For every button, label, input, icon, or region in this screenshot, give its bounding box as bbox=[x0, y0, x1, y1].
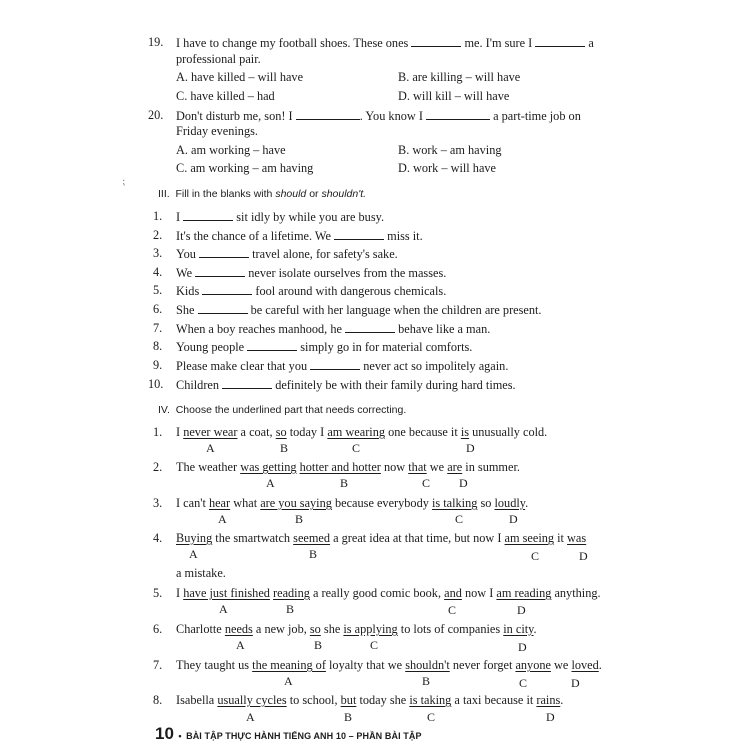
footer-bullet: • bbox=[178, 731, 182, 741]
option-b-underline: so bbox=[309, 622, 321, 636]
s4-q8-number: 8. bbox=[153, 693, 163, 707]
option-d-underline: are bbox=[447, 460, 463, 474]
s4-q3-number: 3. bbox=[153, 496, 163, 510]
blank bbox=[183, 209, 233, 221]
option-c-underline: am seeing bbox=[504, 531, 555, 545]
s3-item: It's the chance of a lifetime. We miss it. bbox=[176, 229, 423, 243]
s3-item: Young people simply go in for material comforts. bbox=[176, 340, 473, 354]
s3-item-number: 1. bbox=[153, 209, 163, 223]
s3-item-number: 8. bbox=[153, 339, 163, 353]
blank bbox=[222, 377, 272, 389]
option-c-underline: and bbox=[444, 586, 462, 600]
s3-item: Please make clear that you never act so impolitely again. bbox=[176, 359, 509, 373]
q20-option-a: A. am working – have bbox=[176, 143, 286, 157]
label-b: B bbox=[309, 547, 318, 561]
label-b: B bbox=[314, 638, 323, 652]
blank bbox=[535, 35, 585, 47]
option-c-underline: am wearing bbox=[327, 425, 386, 439]
q19-continuation: professional pair. bbox=[176, 52, 261, 66]
s4-q1-sentence: I never wear a coat, so today I am wearing one because it is unusually cold. bbox=[176, 425, 548, 439]
option-b-underline: but bbox=[340, 693, 357, 707]
option-c-underline: is taking bbox=[409, 693, 452, 707]
option-b-underline: so bbox=[275, 425, 287, 439]
s4-q5-number: 5. bbox=[153, 586, 163, 600]
label-a: A bbox=[284, 674, 293, 688]
blank bbox=[345, 321, 395, 333]
label-b: B bbox=[280, 441, 289, 455]
label-a: A bbox=[236, 638, 245, 652]
blank bbox=[411, 35, 461, 47]
label-d: D bbox=[466, 441, 475, 455]
option-c-underline: is talking bbox=[431, 496, 478, 510]
option-d-underline: in city bbox=[503, 622, 534, 636]
q20-continuation: Friday evenings. bbox=[176, 124, 258, 138]
blank bbox=[247, 339, 297, 351]
label-d: D bbox=[546, 710, 555, 724]
option-a-underline: Buying bbox=[176, 531, 213, 545]
s3-item: She be careful with her language when the children are present. bbox=[176, 303, 542, 317]
q20-number: 20. bbox=[148, 108, 164, 122]
s3-item: We never isolate ourselves from the masses. bbox=[176, 266, 447, 280]
q19-option-d: D. will kill – will have bbox=[398, 89, 510, 103]
label-a: A bbox=[246, 710, 255, 724]
q19-option-c: C. have killed – had bbox=[176, 89, 275, 103]
option-c-underline: anyone bbox=[515, 658, 551, 672]
option-a-underline: hear bbox=[208, 496, 231, 510]
label-d: D bbox=[571, 676, 580, 690]
option-a-underline: usually cycles bbox=[217, 693, 287, 707]
s4-q6-number: 6. bbox=[153, 622, 163, 636]
s3-item: Children definitely be with their family during hard times. bbox=[176, 378, 516, 392]
label-d: D bbox=[518, 640, 527, 654]
s3-item-number: 5. bbox=[153, 283, 163, 297]
blank bbox=[199, 246, 249, 258]
book-title: BÀI TẬP THỰC HÀNH TIẾNG ANH 10 – PHẦN BÀI TẬP bbox=[186, 731, 422, 741]
label-c: C bbox=[422, 476, 431, 490]
s3-item-number: 3. bbox=[153, 246, 163, 260]
blank bbox=[426, 108, 490, 120]
option-b-underline: hotter and hotter bbox=[299, 460, 381, 474]
label-c: C bbox=[448, 603, 457, 617]
blank bbox=[296, 108, 360, 120]
s4-q2-sentence: The weather was getting hotter and hotter now that we are in summer. bbox=[176, 460, 520, 474]
blank bbox=[198, 302, 248, 314]
s3-item-number: 2. bbox=[153, 228, 163, 242]
s3-item: Kids fool around with dangerous chemicals. bbox=[176, 284, 447, 298]
label-d: D bbox=[517, 603, 526, 617]
option-c-underline: is applying bbox=[343, 622, 398, 636]
blank bbox=[334, 228, 384, 240]
s3-item: I sit idly by while you are busy. bbox=[176, 210, 385, 224]
label-c: C bbox=[531, 549, 540, 563]
section-3-heading: III. Fill in the blanks with should or shouldn't. bbox=[158, 188, 367, 200]
label-a: A bbox=[219, 602, 228, 616]
q19-option-b: B. are killing – will have bbox=[398, 70, 521, 84]
label-a: A bbox=[206, 441, 215, 455]
s4-q7-number: 7. bbox=[153, 658, 163, 672]
option-b-underline: seemed bbox=[293, 531, 331, 545]
option-d-underline: loudly bbox=[494, 496, 526, 510]
section-4-heading: IV. Choose the underlined part that needs correcting. bbox=[158, 404, 407, 416]
q20-option-d: D. work – will have bbox=[398, 161, 497, 175]
option-d-underline: am reading bbox=[496, 586, 552, 600]
label-c: C bbox=[455, 512, 464, 526]
label-a: A bbox=[189, 547, 198, 561]
option-d-underline: loved bbox=[571, 658, 599, 672]
label-a: A bbox=[266, 476, 275, 490]
page-number: 10 bbox=[155, 724, 174, 743]
label-d: D bbox=[509, 512, 518, 526]
s4-q3-sentence: I can't hear what are you saying because everybody is talking so loudly. bbox=[176, 496, 529, 510]
label-c: C bbox=[352, 441, 361, 455]
s4-q8-sentence: Isabella usually cycles to school, but today she is taking a taxi because it rains. bbox=[176, 693, 564, 707]
page-footer bbox=[155, 724, 422, 744]
label-b: B bbox=[340, 476, 349, 490]
q19-line: I have to change my football shoes. These ones me. I'm sure I a bbox=[176, 36, 594, 50]
s4-q5-sentence: I have just finished reading a really good comic book, and now I am reading anything. bbox=[176, 586, 601, 600]
option-a-underline: the meaning of bbox=[252, 658, 326, 672]
s3-item-number: 6. bbox=[153, 302, 163, 316]
s4-q4-continuation: a mistake. bbox=[176, 566, 226, 580]
option-d-underline: is bbox=[460, 425, 470, 439]
option-a-underline: never wear bbox=[183, 425, 238, 439]
option-d-underline: was bbox=[567, 531, 587, 545]
blank bbox=[195, 265, 245, 277]
label-c: C bbox=[370, 638, 379, 652]
q20-option-c: C. am working – am having bbox=[176, 161, 314, 175]
label-a: A bbox=[218, 512, 227, 526]
option-a-underline: needs bbox=[224, 622, 253, 636]
s3-item: You travel alone, for safety's sake. bbox=[176, 247, 398, 261]
s3-item: When a boy reaches manhood, he behave like a man. bbox=[176, 322, 491, 336]
label-b: B bbox=[295, 512, 304, 526]
q19-option-a: A. have killed – will have bbox=[176, 70, 304, 84]
s3-item-number: 9. bbox=[153, 358, 163, 372]
option-c-underline: that bbox=[408, 460, 427, 474]
label-b: B bbox=[344, 710, 353, 724]
s4-q2-number: 2. bbox=[153, 460, 163, 474]
label-b: B bbox=[286, 602, 295, 616]
label-d: D bbox=[579, 549, 588, 563]
blank bbox=[202, 283, 252, 295]
blank bbox=[310, 358, 360, 370]
option-a-underline: have just finished bbox=[183, 586, 270, 600]
s4-q6-sentence: Charlotte needs a new job, so she is applying to lots of companies in city. bbox=[176, 622, 537, 636]
option-d-underline: rains bbox=[536, 693, 561, 707]
option-b-underline: reading bbox=[273, 586, 310, 600]
q19-number: 19. bbox=[148, 35, 164, 49]
margin-mark: ⁏ bbox=[122, 176, 126, 187]
label-c: C bbox=[427, 710, 436, 724]
s4-q4-number: 4. bbox=[153, 531, 163, 545]
label-d: D bbox=[459, 476, 468, 490]
s3-item-number: 10. bbox=[148, 377, 164, 391]
option-b-underline: shouldn't bbox=[405, 658, 450, 672]
q20-line: Don't disturb me, son! I . You know I a part-time job on bbox=[176, 109, 581, 123]
q20-option-b: B. work – am having bbox=[398, 143, 502, 157]
s3-item-number: 4. bbox=[153, 265, 163, 279]
label-b: B bbox=[422, 674, 431, 688]
label-c: C bbox=[519, 676, 528, 690]
option-b-underline: are you saying bbox=[260, 496, 332, 510]
s4-q4-sentence: Buying the smartwatch seemed a great idea at that time, but now I am seeing it was bbox=[176, 531, 587, 545]
s4-q1-number: 1. bbox=[153, 425, 163, 439]
option-a-underline: was getting bbox=[240, 460, 297, 474]
s4-q7-sentence: They taught us the meaning of loyalty that we shouldn't never forget anyone we loved. bbox=[176, 658, 602, 672]
s3-item-number: 7. bbox=[153, 321, 163, 335]
